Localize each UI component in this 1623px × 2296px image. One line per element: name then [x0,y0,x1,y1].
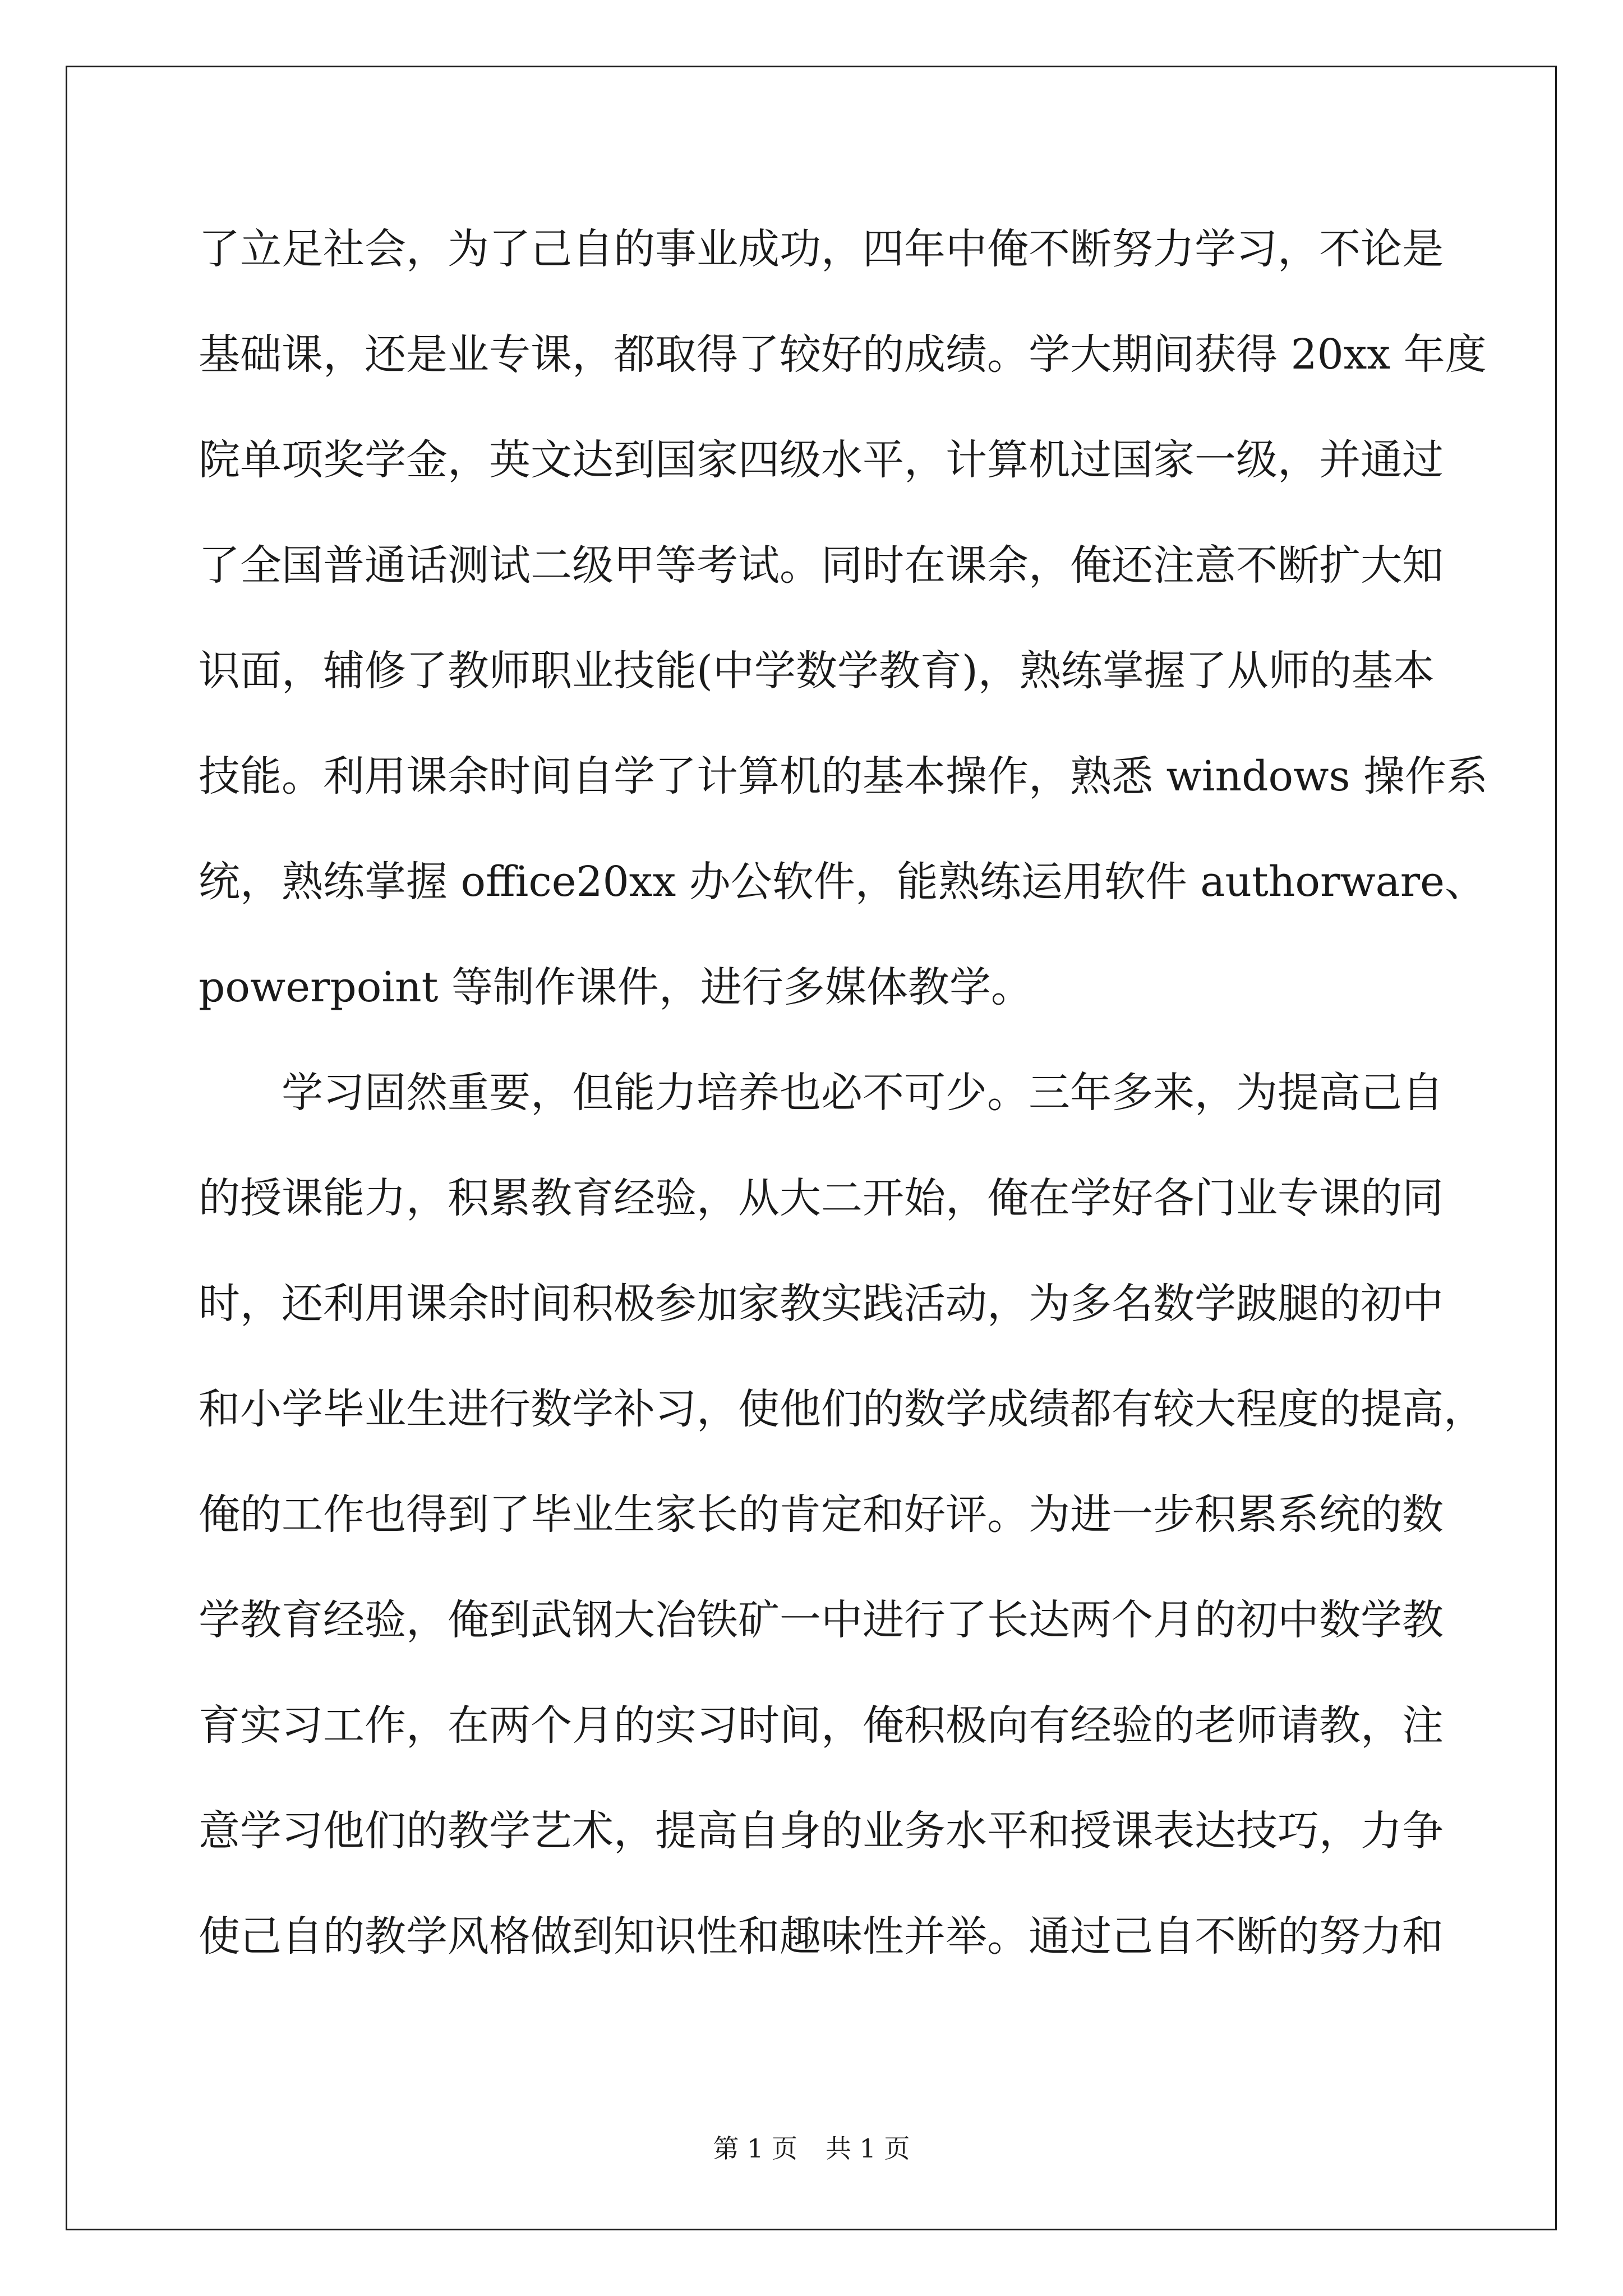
document-body [199,196,1488,1989]
paragraph-1-line-3: 院单项奖学金，英文达到国家四级水平，计算机过国家一级，并通过 [199,436,1444,484]
paragraph-2-line-2: 的授课能力，积累教育经验，从大二开始，俺在学好各门业专课的同 [199,1174,1444,1222]
page-number-total: 共 1 页 [826,2133,910,2164]
paragraph-2-line-1: 学习固然重要，但能力培养也必不可少。三年多来，为提高己自 [282,1069,1444,1117]
paragraph-2-line-4: 和小学毕业生进行数学补习，使他们的数学成绩都有较大程度的提高， [199,1385,1485,1433]
paragraph-2-line-7: 育实习工作，在两个月的实习时间，俺积极向有经验的老师请教，注 [199,1701,1444,1750]
paragraph-2-line-5: 俺的工作也得到了毕业生家长的肯定和好评。为进一步积累系统的数 [199,1490,1444,1539]
page-footer [0,2132,1623,2165]
paragraph-1-line-8: powerpoint 等制作课件，进行多媒体教学。 [199,963,1032,1011]
paragraph-1-line-2: 基础课，还是业专课，都取得了较好的成绩。学大期间获得 20xx 年度 [199,330,1487,379]
paragraph-2-line-3: 时，还利用课余时间积极参加家教实践活动，为多名数学跛腿的初中 [199,1280,1444,1328]
paragraph-1-line-5: 识面，辅修了教师职业技能(中学数学教育)，熟练掌握了从师的基本 [199,647,1435,695]
paragraph-1-line-4: 了全国普通话测试二级甲等考试。同时在课余，俺还注意不断扩大知 [199,541,1444,590]
paragraph-2-line-6: 学教育经验，俺到武钢大冶铁矿一中进行了长达两个月的初中数学教 [199,1596,1444,1644]
paragraph-2-line-9: 使己自的教学风格做到知识性和趣味性并举。通过己自不断的努力和 [199,1912,1444,1961]
paragraph-1-line-1: 了立足社会，为了己自的事业成功，四年中俺不断努力学习，不论是 [199,225,1444,273]
paragraph-1-line-6: 技能。利用课余时间自学了计算机的基本操作，熟悉 windows 操作系 [199,752,1488,800]
paragraph-1-line-7: 统，熟练掌握 office20xx 办公软件，能熟练运用软件 authorware、 [199,858,1486,906]
page-number-current: 第 1 页 [713,2133,797,2164]
paragraph-2-line-8: 意学习他们的教学艺术，提高自身的业务水平和授课表达技巧，力争 [199,1807,1444,1855]
